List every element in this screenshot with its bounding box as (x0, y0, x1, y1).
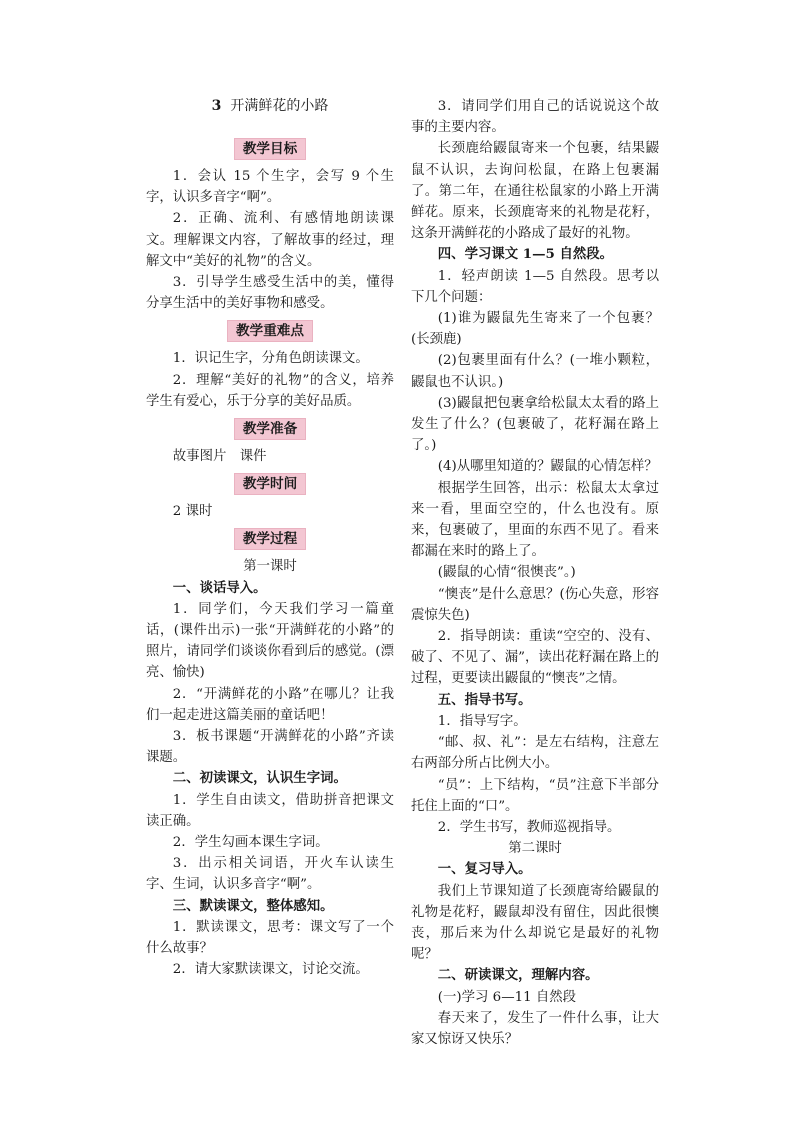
step-heading: 二、研读课文，理解内容。 (437, 967, 599, 984)
paragraph: 春天来了，发生了一件什么事，让大家又惊讶又快乐？ (411, 1010, 659, 1047)
paragraph: (鼹鼠的心情“很懊丧”。) (437, 565, 576, 581)
step-heading: 一、复习导入。 (437, 861, 532, 878)
section-heading-key-points: 教学重难点 (146, 320, 394, 342)
goal-item: 1．会认 15 个生字，会写 9 个生字，认识多音字“啊”。 (146, 169, 394, 206)
lesson-one-heading: 第一课时 (243, 559, 297, 575)
question-item: (2)包裹里面有什么？(一堆小颗粒，鼹鼠也不认识。) (411, 353, 659, 390)
paragraph: 1．学生自由读文，借助拼音把课文读正确。 (146, 792, 394, 829)
goal-item: 2．正确、流利、有感情地朗读课文。理解课文内容，了解故事的经过，理解文中“美好的礼物”的含义。 (146, 211, 394, 269)
paragraph: 2．学生书写，教师巡视指导。 (437, 819, 621, 835)
paragraph: “邮、叔、礼”：是左右结构，注意左右两部分所占比例大小。 (411, 735, 659, 772)
step-heading: 二、初读课文，认识生字词。 (172, 770, 347, 787)
left-column (146, 96, 394, 981)
paragraph: 3．出示相关词语，开火车认读生字、生词，认识多音字“啊”。 (146, 856, 394, 893)
time-text: 2 课时 (172, 504, 213, 520)
step-heading: 一、谈话导入。 (172, 579, 267, 596)
key-point-item: 1．识记生字，分角色朗读课文。 (172, 351, 369, 367)
paragraph: “懊丧”是什么意思？(伤心失意，形容震惊失色) (411, 586, 659, 623)
paragraph: 1．默读课文，思考：课文写了一个什么故事？ (146, 919, 394, 957)
paragraph: 2．请大家默读课文，讨论交流。 (172, 962, 369, 978)
paragraph: 长颈鹿给鼹鼠寄来一个包裹，结果鼹鼠不认识，去询问松鼠，在路上包裹漏了。第二年，在通往松鼠家的小路上开满鲜花。原来，长颈鹿寄来的礼物是花籽，这条开满鲜花的小路成了最好的礼物。 (411, 141, 659, 242)
goal-item: 3．引导学生感受生活中的美，懂得分享生活中的美好事物和感受。 (146, 275, 394, 312)
section-heading-preparation: 教学准备 (146, 418, 394, 440)
lesson-number: 3 (211, 98, 222, 114)
key-point-item: 2．理解“美好的礼物”的含义，培养学生有爱心，乐于分享的美好品质。 (146, 372, 394, 409)
paragraph: 1．轻声朗读 1—5 自然段。思考以下几个问题： (411, 268, 659, 305)
paragraph: 2．“开满鲜花的小路”在哪儿？让我们一起走进这篇美丽的童话吧！ (146, 686, 394, 723)
question-item: (4)从哪里知道的？鼹鼠的心情怎样？ (437, 459, 658, 475)
paragraph: 1．同学们，今天我们学习一篇童话，(课件出示)一张“开满鲜花的小路”的照片，请同学们谈谈你看到后的感觉。(漂亮、愉快) (146, 601, 394, 681)
paragraph: 我们上节课知道了长颈鹿寄给鼹鼠的礼物是花籽，鼹鼠却没有留住，因此很懊丧，那后来为什么却说它是最好的礼物呢？ (411, 883, 659, 963)
lesson-title (146, 96, 394, 117)
right-column (411, 96, 659, 1050)
question-item: (3)鼹鼠把包裹拿给松鼠太太看的路上发生了什么？(包裹破了，花籽漏在路上了。) (411, 395, 659, 454)
step-heading: 四、学习课文 1—5 自然段。 (437, 246, 614, 263)
step-heading: 五、指导书写。 (437, 691, 532, 708)
section-heading-goals: 教学目标 (146, 138, 394, 160)
lesson-two-heading: 第二课时 (508, 841, 562, 857)
preparation-text: 故事图片 课件 (172, 449, 267, 465)
question-item: (1)谁为鼹鼠先生寄来了一个包裹？(长颈鹿) (411, 311, 659, 348)
paragraph: “员”：上下结构，“员”注意下半部分托住上面的“口”。 (411, 777, 659, 814)
paragraph: 1．指导写字。 (437, 713, 527, 729)
step-heading: 三、默读课文，整体感知。 (172, 897, 334, 914)
section-heading-time: 教学时间 (146, 473, 394, 495)
paragraph: 3．板书课题“开满鲜花的小路”齐读课题。 (146, 729, 394, 766)
section-heading-process: 教学过程 (146, 528, 394, 550)
paragraph: (一)学习 6—11 自然段 (437, 989, 577, 1005)
paragraph: 3．请同学们用自己的话说说这个故事的主要内容。 (411, 99, 659, 136)
paragraph: 根据学生回答，出示：松鼠太太拿过来一看，里面空空的，什么也没有。原来，包裹破了，里面的东西不见了。看来都漏在来时的路上了。 (411, 480, 659, 560)
lesson-title-text: 开满鲜花的小路 (230, 98, 329, 114)
paragraph: 2．学生勾画本课生字词。 (172, 835, 329, 851)
paragraph: 2．指导朗读：重读“空空的、没有、破了、不见了、漏”，读出花籽漏在路上的过程，更要读出鼹鼠的“懊丧”之情。 (411, 629, 659, 687)
